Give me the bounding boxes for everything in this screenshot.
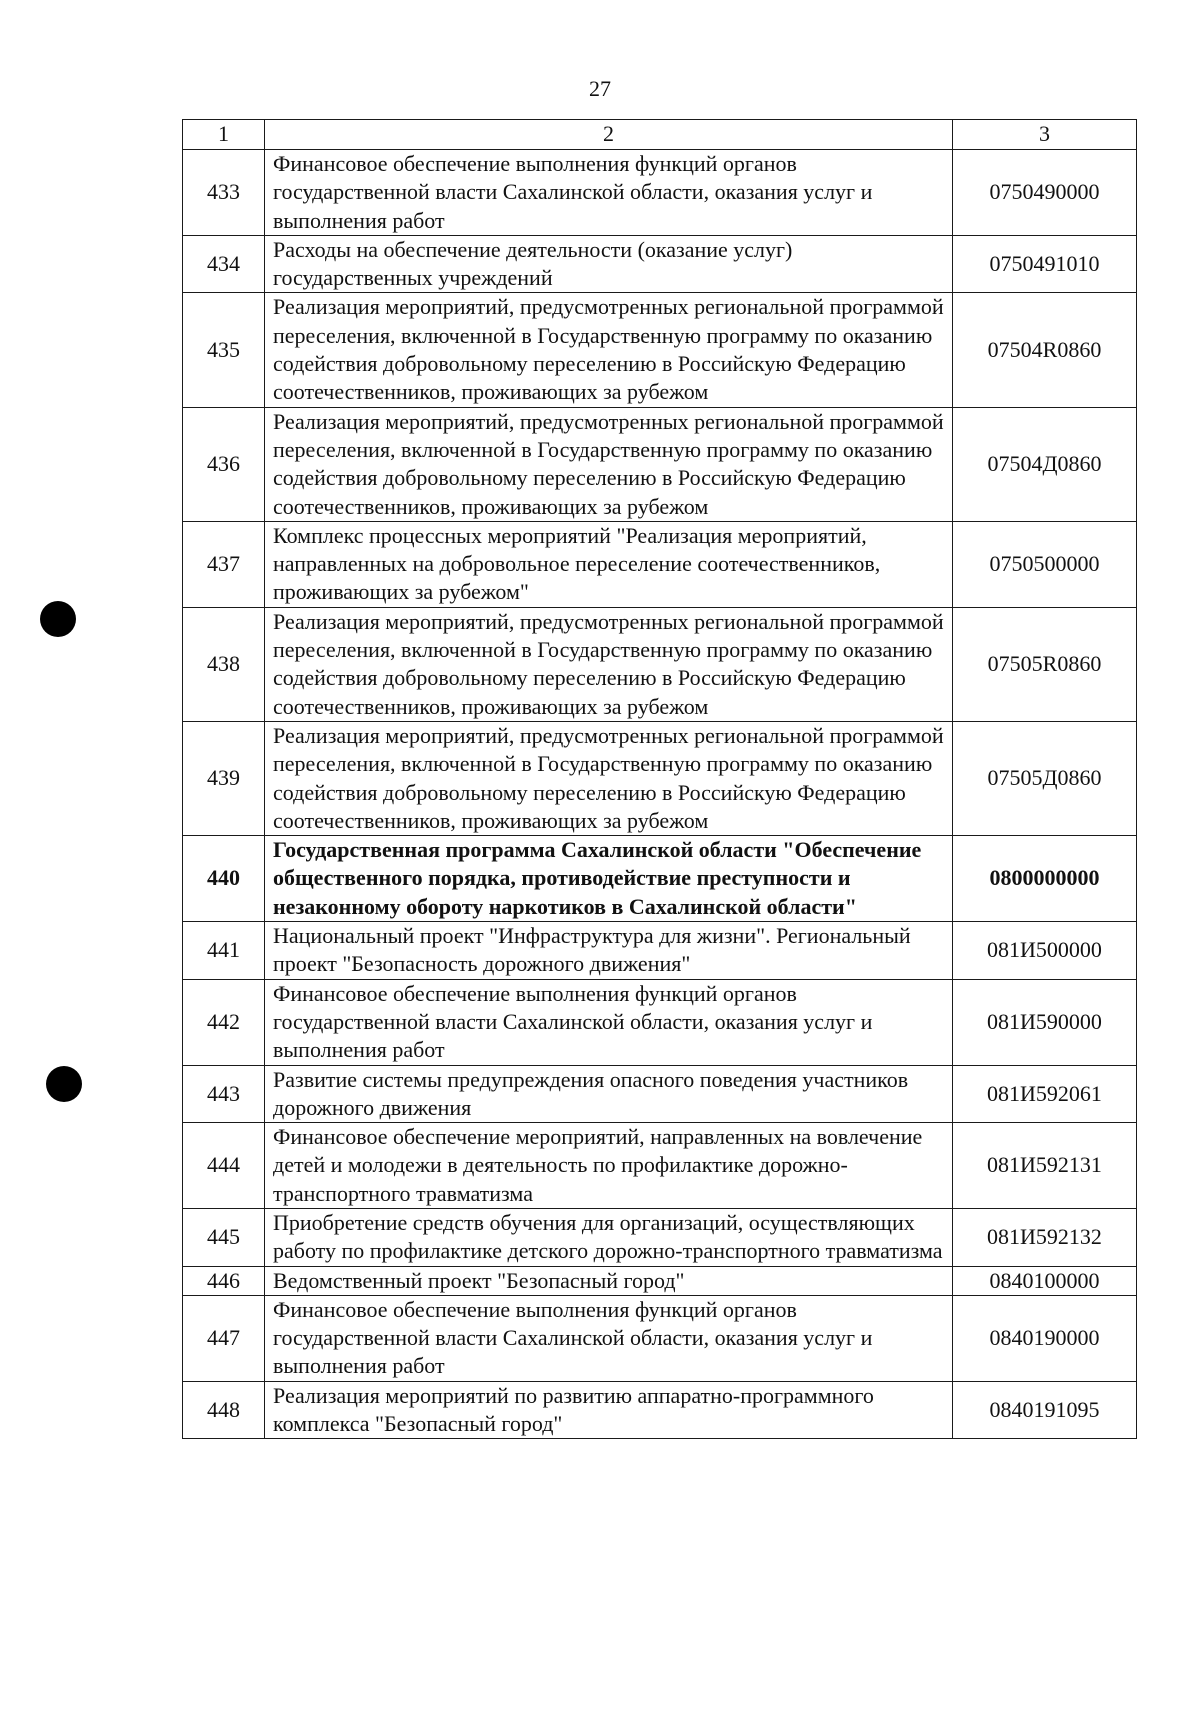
table-row	[183, 1208, 1137, 1266]
row-number: 436	[183, 407, 265, 521]
row-name: Финансовое обеспечение выполнения функций органов государственной власти Сахалинской области, оказания услуг и выполнения работ	[265, 150, 953, 236]
row-code: 081И500000	[953, 922, 1137, 980]
row-name: Финансовое обеспечение мероприятий, направленных на вовлечение детей и молодежи в деятельность по профилактике дорожно-транспортного травматизма	[265, 1123, 953, 1209]
table-header-row	[183, 120, 1137, 150]
row-name: Расходы на обеспечение деятельности (оказание услуг) государственных учреждений	[265, 235, 953, 293]
row-number: 444	[183, 1123, 265, 1209]
table-row	[183, 293, 1137, 407]
row-name: Реализация мероприятий, предусмотренных региональной программой переселения, включенной в Государственную программу по оказанию содействия добровольному переселению в Российскую Федерацию соотечественников, проживающих за рубежом	[265, 607, 953, 721]
table-row	[183, 1123, 1137, 1209]
table-row	[183, 1065, 1137, 1123]
table-row	[183, 922, 1137, 980]
row-code: 07504Д0860	[953, 407, 1137, 521]
table-row	[183, 607, 1137, 721]
row-code: 07505Д0860	[953, 721, 1137, 835]
row-number: 445	[183, 1208, 265, 1266]
row-name: Комплекс процессных мероприятий "Реализация мероприятий, направленных на добровольное переселение соотечественников, проживающих за рубежом"	[265, 521, 953, 607]
row-code: 081И590000	[953, 979, 1137, 1065]
row-name: Реализация мероприятий, предусмотренных региональной программой переселения, включенной в Государственную программу по оказанию содействия добровольному переселению в Российскую Федерацию соотечественников, проживающих за рубежом	[265, 721, 953, 835]
row-number: 443	[183, 1065, 265, 1123]
budget-classification-table	[182, 119, 1137, 1439]
row-number: 442	[183, 979, 265, 1065]
row-name: Развитие системы предупреждения опасного поведения участников дорожного движения	[265, 1065, 953, 1123]
row-code: 0750500000	[953, 521, 1137, 607]
table-row	[183, 721, 1137, 835]
row-number: 439	[183, 721, 265, 835]
row-code: 07505R0860	[953, 607, 1137, 721]
table-row	[183, 235, 1137, 293]
row-number: 433	[183, 150, 265, 236]
column-header: 2	[265, 120, 953, 150]
row-code: 081И592131	[953, 1123, 1137, 1209]
row-name: Приобретение средств обучения для организаций, осуществляющих работу по профилактике детского дорожно-транспортного травматизма	[265, 1208, 953, 1266]
row-code: 0840191095	[953, 1381, 1137, 1439]
row-number: 448	[183, 1381, 265, 1439]
row-name: Национальный проект "Инфраструктура для жизни". Региональный проект "Безопасность дорожного движения"	[265, 922, 953, 980]
table-row	[183, 1266, 1137, 1295]
row-code: 0750491010	[953, 235, 1137, 293]
table-row	[183, 836, 1137, 922]
row-code: 081И592061	[953, 1065, 1137, 1123]
row-name: Финансовое обеспечение выполнения функций органов государственной власти Сахалинской области, оказания услуг и выполнения работ	[265, 979, 953, 1065]
row-number: 438	[183, 607, 265, 721]
punch-hole-mark	[40, 601, 76, 637]
row-name: Реализация мероприятий, предусмотренных региональной программой переселения, включенной в Государственную программу по оказанию содействия добровольному переселению в Российскую Федерацию соотечественников, проживающих за рубежом	[265, 407, 953, 521]
row-name: Реализация мероприятий, предусмотренных региональной программой переселения, включенной в Государственную программу по оказанию содействия добровольному переселению в Российскую Федерацию соотечественников, проживающих за рубежом	[265, 293, 953, 407]
table-row	[183, 150, 1137, 236]
row-code: 081И592132	[953, 1208, 1137, 1266]
row-name: Реализация мероприятий по развитию аппаратно-программного комплекса "Безопасный город"	[265, 1381, 953, 1439]
column-header: 3	[953, 120, 1137, 150]
row-code: 0840190000	[953, 1295, 1137, 1381]
row-number: 441	[183, 922, 265, 980]
table-row	[183, 1295, 1137, 1381]
row-number: 447	[183, 1295, 265, 1381]
table-row	[183, 407, 1137, 521]
row-code: 0800000000	[953, 836, 1137, 922]
row-number: 437	[183, 521, 265, 607]
row-number: 434	[183, 235, 265, 293]
row-code: 07504R0860	[953, 293, 1137, 407]
row-number: 440	[183, 836, 265, 922]
row-name: Ведомственный проект "Безопасный город"	[265, 1266, 953, 1295]
punch-hole-mark	[46, 1066, 82, 1102]
table-row	[183, 1381, 1137, 1439]
row-name: Государственная программа Сахалинской области "Обеспечение общественного порядка, противодействие преступности и незаконному обороту наркотиков в Сахалинской области"	[265, 836, 953, 922]
table-row	[183, 521, 1137, 607]
row-number: 446	[183, 1266, 265, 1295]
row-number: 435	[183, 293, 265, 407]
page-number: 27	[589, 76, 611, 101]
table-row	[183, 979, 1137, 1065]
row-name: Финансовое обеспечение выполнения функций органов государственной власти Сахалинской области, оказания услуг и выполнения работ	[265, 1295, 953, 1381]
row-code: 0750490000	[953, 150, 1137, 236]
row-code: 0840100000	[953, 1266, 1137, 1295]
column-header: 1	[183, 120, 265, 150]
